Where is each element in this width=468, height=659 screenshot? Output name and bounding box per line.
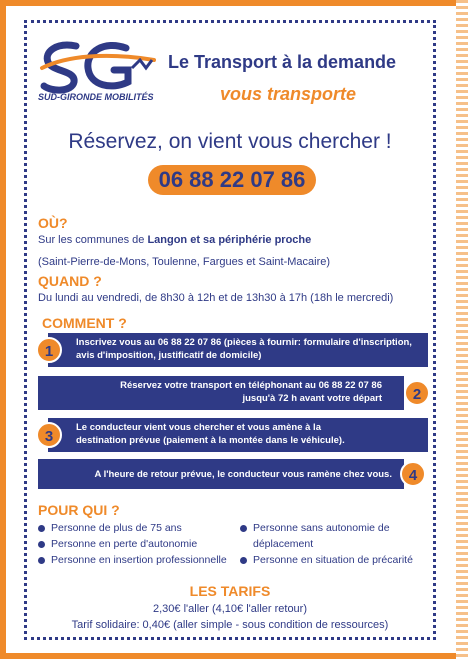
step-2-number: 2 (404, 380, 430, 406)
step-3-bar (48, 418, 428, 452)
bullet-item: Personne en situation de précarité (240, 554, 413, 566)
step-1-number: 1 (36, 337, 62, 363)
ou-line1: Sur les communes de Langon et sa périphérie proche (38, 234, 312, 246)
phone-number-badge[interactable]: 06 88 22 07 86 (148, 165, 316, 195)
comment-heading: COMMENT ? (42, 315, 127, 331)
bullet-item-continued: déplacement (253, 538, 314, 550)
step-2-line2: jusqu'à 72 h avant votre départ (242, 393, 382, 404)
tarif-line-1: 2,30€ l'aller (4,10€ l'aller retour) (153, 603, 307, 615)
page-subtitle: vous transporte (220, 84, 357, 104)
step-4-line1: A l'heure de retour prévue, le conducteur vous ramène chez vous. (94, 469, 392, 480)
logo-tagline: SUD-GIRONDE MOBILITÉS (38, 92, 154, 102)
bullet-item: Personne sans autonomie de (240, 522, 390, 534)
bullet-item: Personne de plus de 75 ans (38, 522, 182, 534)
pourqui-heading: POUR QUI ? (38, 502, 120, 518)
tarifs-heading: LES TARIFS (189, 583, 271, 599)
step-4-bar (38, 459, 404, 489)
ou-heading: OÙ? (38, 215, 68, 231)
quand-heading: QUAND ? (38, 273, 102, 289)
page-title: Le Transport à la demande (168, 52, 397, 72)
tarif-line-2: Tarif solidaire: 0,40€ (aller simple - sous condition de ressources) (71, 619, 389, 631)
bullet-item: Personne en perte d'autonomie (38, 538, 197, 550)
cta-text: Réservez, on vient vous chercher ! (68, 130, 392, 153)
step-1-line2: avis d'imposition, justificatif de domicile) (76, 350, 262, 361)
step-2-line1: Réservez votre transport en téléphonant au 06 88 22 07 86 (120, 380, 382, 391)
ou-line2: (Saint-Pierre-de-Mons, Toulenne, Fargues et Saint-Macaire) (38, 256, 331, 268)
step-4-number: 4 (400, 461, 426, 487)
step-3-line2: destination prévue (paiement à la montée dans le véhicule). (76, 435, 345, 446)
step-3-line1: Le conducteur vient vous chercher et vous amène à la (76, 422, 321, 433)
step-3-number: 3 (36, 422, 62, 448)
step-1-line1: Inscrivez vous au 06 88 22 07 86 (pièces à fournir: formulaire d'inscription, (76, 337, 412, 348)
quand-line: Du lundi au vendredi, de 8h30 à 12h et de 13h30 à 17h (18h le mercredi) (38, 292, 394, 304)
step-1-bar (48, 333, 428, 367)
orange-edge-stripes (456, 0, 468, 659)
bullet-item: Personne en insertion professionnelle (38, 554, 227, 566)
step-2-bar (38, 376, 404, 410)
